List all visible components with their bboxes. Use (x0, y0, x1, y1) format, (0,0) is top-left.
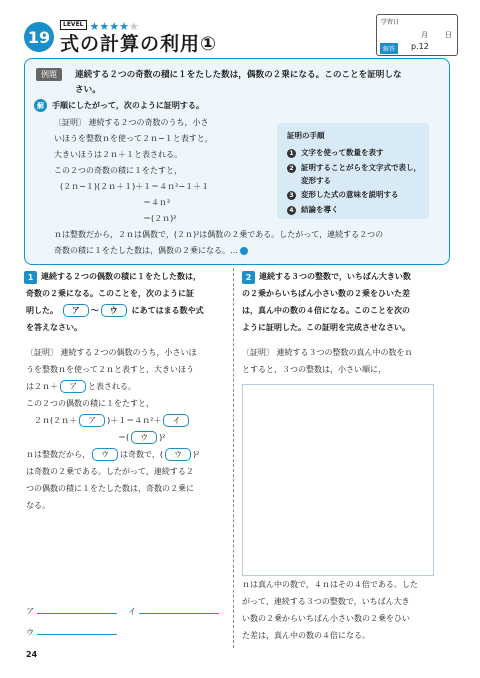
q1-proof-text: は２ｎ＋ (26, 382, 58, 391)
q1-prompt-line (26, 303, 204, 319)
star-icon: ★ (119, 20, 129, 33)
q1-proof-line: 〔証明〕 連続する２つの偶数のうち，小さいほ (26, 348, 197, 357)
q1-proof-line: は奇数の２乗である。したがって，連続する２ (26, 467, 194, 476)
q1-proof-text: ＝( (118, 433, 130, 442)
q2-prompt-line: 連続する３つの整数で，いちばん大きい数 (259, 272, 411, 281)
answer-u-label: ウ (26, 628, 34, 637)
step-text: 変形した式の意味を説明する (301, 190, 399, 199)
proof-conclusion (54, 245, 248, 256)
study-day-label: 日 (445, 31, 452, 39)
q1-proof-text: )² (192, 450, 200, 459)
study-date-label: 学習日 (381, 19, 400, 26)
blank-a: ア (79, 414, 105, 427)
study-date-box (376, 14, 458, 56)
question-1-number: 1 (24, 271, 37, 284)
proof-line: いほうを整数ｎを使って２ｎ−１と表すと， (54, 134, 213, 143)
question-2-number: 2 (242, 271, 255, 284)
proof-conclusion: ｎは整数だから，２ｎは偶数で，(２ｎ)²は偶数の２乗である。したがって，連続する２つの (54, 230, 384, 239)
q1-prompt-line: を答えなさい。 (26, 323, 82, 332)
q2-prompt-line: ように証明した。この証明を完成させなさい。 (242, 323, 410, 332)
q1-proof-text: )＋１＝４ｎ²＋ (107, 416, 162, 425)
q1-proof-text: ２ｎ(２ｎ＋ (34, 416, 78, 425)
step-item (287, 162, 421, 173)
answer-i-line[interactable] (128, 605, 219, 617)
steps-title: 証明の手順 (287, 131, 325, 140)
proof-equation: ＝(２ｎ)² (143, 214, 177, 223)
star-icon: ★ (89, 20, 100, 33)
proof-conclusion-text: 奇数の積に１をたした数は，偶数の２乗になる。… (54, 246, 238, 255)
q1-proof-text: は奇数で，( (120, 450, 163, 459)
step-item (287, 189, 399, 200)
blank-a: ア (60, 380, 86, 393)
q1-prompt-line: 奇数の２乗になる。このことを，次のように証 (26, 289, 194, 298)
page-number: 24 (26, 650, 38, 659)
answer-a-field[interactable] (37, 605, 117, 614)
blank-a: ア (63, 304, 89, 317)
example-question (75, 68, 435, 98)
q1-prompt-line: 連続する２つの偶数の積に１をたした数は， (41, 272, 201, 281)
solution-icon: 解 (34, 99, 47, 112)
answer-i-field[interactable] (139, 605, 219, 614)
tilde: 〜 (90, 306, 99, 315)
star-icon: ★ (99, 20, 110, 33)
q1-proof-text: )² (159, 433, 166, 442)
q2-conclusion-line: がって，連続する３つの整数で，いちばん大き (242, 597, 410, 606)
star-icon: ★ (129, 20, 139, 33)
answer-a-line[interactable] (26, 605, 117, 617)
page-title: 式の計算の利用① (60, 33, 218, 55)
answer-i-label: イ (128, 607, 136, 616)
q1-proof-line: なる。 (26, 501, 50, 510)
q2-proof-line: 〔証明〕 連続する３つの整数の真ん中の数をｎ (242, 348, 413, 357)
q2-prompt-line: は，真ん中の数の４倍になる。このことを次の (242, 306, 410, 315)
q2-prompt-line: の２乗からいちばん小さい数の２乗をひいた差 (242, 289, 410, 298)
q2-proof-line: とすると，３つの整数は，小さい順に， (242, 365, 386, 374)
step-item (287, 147, 384, 158)
end-mark-icon (240, 247, 248, 255)
step-number: 3 (287, 191, 296, 200)
solution-intro: 手順にしたがって，次のように証明する。 (52, 101, 204, 110)
step-text: 文字を使って数量を表す (301, 148, 384, 157)
step-number: 2 (287, 164, 296, 173)
proof-line: 大きいほうは２ｎ＋１と表される。 (54, 150, 182, 159)
step-item (287, 204, 339, 215)
step-number: 4 (287, 206, 296, 215)
q1-proof-equation (118, 430, 165, 446)
lesson-number-badge: 19 (24, 22, 54, 52)
example-question-line: さい。 (75, 85, 101, 95)
blank-u: ウ (101, 304, 127, 317)
proof-line: 〔証明〕 連続する２つの奇数のうち，小さ (54, 118, 209, 127)
step-number: 1 (287, 149, 296, 158)
q1-proof-text: ｎは整数だから， (26, 450, 90, 459)
answer-u-field[interactable] (37, 626, 117, 635)
q1-proof-line (26, 379, 136, 395)
q1-prompt-text: 明した。 (26, 306, 58, 315)
blank-u: ウ (92, 448, 118, 461)
q1-proof-line (26, 447, 199, 463)
q2-conclusion-line: い数の２乗からいちばん小さい数の２乗をひい (242, 614, 410, 623)
blank-u: ウ (131, 431, 157, 444)
blank-i: イ (163, 414, 189, 427)
q1-prompt-text: にあてはまる数や式 (131, 306, 204, 315)
level-label: LEVEL (60, 20, 87, 30)
example-question-line: 連続する２つの奇数の積に１をたした数は，偶数の２乗になる。このことを証明しな (75, 70, 402, 80)
step-text: 変形する (301, 176, 331, 185)
answer-a-label: ア (26, 607, 34, 616)
study-month-label: 月 (421, 31, 428, 39)
step-item (301, 175, 331, 186)
column-divider (233, 268, 235, 648)
q1-proof-text: と表される。 (88, 382, 136, 391)
q1-proof-equation (34, 413, 191, 429)
star-icon: ★ (109, 20, 120, 33)
proof-equation: (２ｎ−１)(２ｎ＋１)＋１＝４ｎ²−１＋１ (60, 182, 210, 191)
proof-line: この２つの奇数の積に１をたすと， (54, 166, 182, 175)
q2-conclusion-line: た差は，真ん中の数の４倍になる。 (242, 631, 370, 640)
answer-tag: 解答 (380, 43, 398, 54)
step-text: 証明することがらを文字式で表し， (301, 163, 421, 172)
proof-equation: ＝４ｎ² (143, 198, 171, 207)
q2-work-area[interactable] (242, 384, 434, 576)
proof-steps-box (277, 123, 429, 219)
blank-u: ウ (165, 448, 191, 461)
example-box (24, 58, 450, 265)
example-tag: 例題 (36, 68, 62, 81)
q1-proof-line: この２つの偶数の積に１をたすと， (26, 399, 154, 408)
answer-u-line[interactable] (26, 626, 117, 638)
q1-proof-line: うを整数ｎを使って２ｎと表すと，大きいほう (26, 365, 194, 374)
q2-conclusion-line: ｎは真ん中の数で，４ｎはその４倍である。した (242, 580, 418, 589)
q1-proof-line: つの偶数の積に１をたした数は，奇数の２乗に (26, 484, 194, 493)
answer-page: p.12 (411, 42, 429, 51)
step-text: 結論を導く (301, 205, 339, 214)
